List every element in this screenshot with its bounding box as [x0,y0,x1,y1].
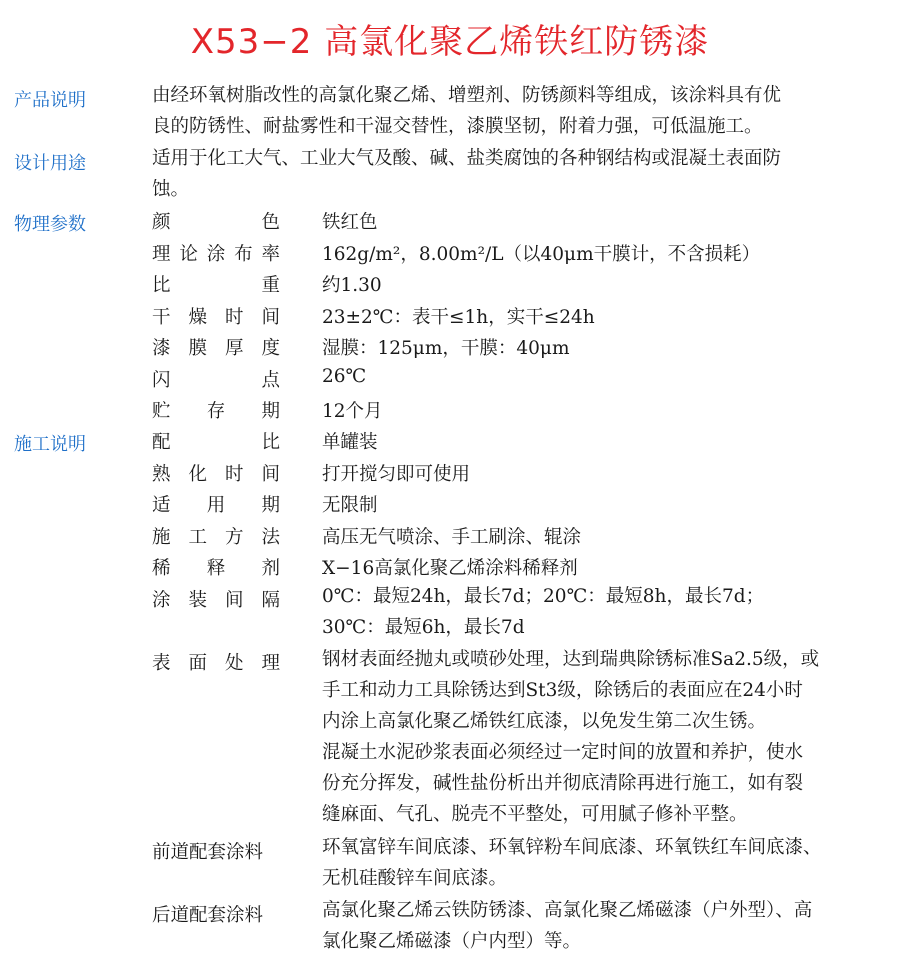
param-value-density: 约1.30 [322,275,382,296]
text-line: 适用于化工大气、工业大气及酸、碱、盐类腐蚀的各种钢结构或混凝土表面防 [152,148,782,169]
text-line: 内涂上高氯化聚乙烯铁红底漆，以免发生第二次生锈。 [322,711,767,732]
text-line: 30℃：最短6h，最长7d [322,617,525,638]
param-value-flash-point: 26℃ [322,366,367,387]
product-description [152,80,892,142]
param-label-color: 颜色 [152,212,280,233]
page-title: X53−2 高氯化聚乙烯铁红防锈漆 [190,22,710,62]
app-value-topcoat [322,895,892,957]
text-line: 混凝土水泥砂浆表面必须经过一定时间的放置和养护，使水 [322,742,804,763]
param-label-thickness: 漆膜厚度 [152,338,280,359]
param-label-density: 比重 [152,275,280,296]
text-line: 缝麻面、气孔、脱壳不平整处，可用腻子修补平整。 [322,804,748,825]
param-label-shelf-life: 贮存期 [152,401,280,422]
text-line: 0℃：最短24h，最长7d；20℃：最短8h，最长7d； [322,586,765,607]
app-value-thinner: X−16高氯化聚乙烯涂料稀释剂 [322,558,578,579]
section-label-application: 施工说明 [14,434,86,455]
text-line: 环氧富锌车间底漆、环氧锌粉车间底漆、环氧铁红车间底漆、 [322,837,822,858]
app-label-mix: 配比 [152,432,280,453]
app-label-primer: 前道配套涂料 [152,842,264,863]
param-label-flash-point: 闪点 [152,370,280,391]
param-value-drying: 23±2℃：表干≤1h，实干≤24h [322,307,595,328]
app-value-primer [322,832,892,894]
app-label-induction: 熟化时间 [152,464,280,485]
text-line: 良的防锈性、耐盐雾性和干湿交替性，漆膜坚韧，附着力强，可低温施工。 [152,116,763,137]
app-label-surface: 表面处理 [152,653,280,674]
text-line: 氯化聚乙烯磁漆（户内型）等。 [322,931,582,952]
app-label-pot-life: 适用期 [152,495,280,516]
app-value-method: 高压无气喷涂、手工刷涂、辊涂 [322,527,582,548]
text-line: 无机硅酸锌车间底漆。 [322,868,508,889]
app-label-topcoat: 后道配套涂料 [152,905,264,926]
app-label-interval: 涂装间隔 [152,590,280,611]
param-value-color: 铁红色 [322,212,378,233]
text-line: 份充分挥发，碱性盐份析出并彻底清除再进行施工，如有裂 [322,773,804,794]
param-value-shelf-life: 12个月 [322,401,383,422]
param-value-coverage: 162g/m²，8.00m²/L（以40μm干膜计，不含损耗） [322,244,761,265]
app-value-induction: 打开搅匀即可使用 [322,464,471,485]
app-value-mix: 单罐装 [322,432,378,453]
app-value-interval [322,581,892,643]
param-value-thickness: 湿膜：125μm，干膜：40μm [322,338,570,359]
text-line: 高氯化聚乙烯云铁防锈漆、高氯化聚乙烯磁漆（户外型）、高 [322,900,813,921]
section-label-usage: 设计用途 [14,153,86,174]
app-value-surface [322,644,892,830]
text-line: 手工和动力工具除锈达到St3级，除锈后的表面应在24小时 [322,680,803,701]
text-line: 由经环氧树脂改性的高氯化聚乙烯、增塑剂、防锈颜料等组成，该涂料具有优 [152,85,782,106]
section-label-product: 产品说明 [14,90,86,111]
app-label-method: 施工方法 [152,527,280,548]
app-value-pot-life: 无限制 [322,495,378,516]
usage-description [152,143,892,205]
text-line: 蚀。 [152,179,190,200]
section-label-physical: 物理参数 [14,214,86,235]
param-label-coverage: 理论涂布率 [152,244,280,265]
app-label-thinner: 稀释剂 [152,558,280,579]
param-label-drying: 干燥时间 [152,307,280,328]
text-line: 钢材表面经抛丸或喷砂处理，达到瑞典除锈标准Sa2.5级，或 [322,649,820,670]
